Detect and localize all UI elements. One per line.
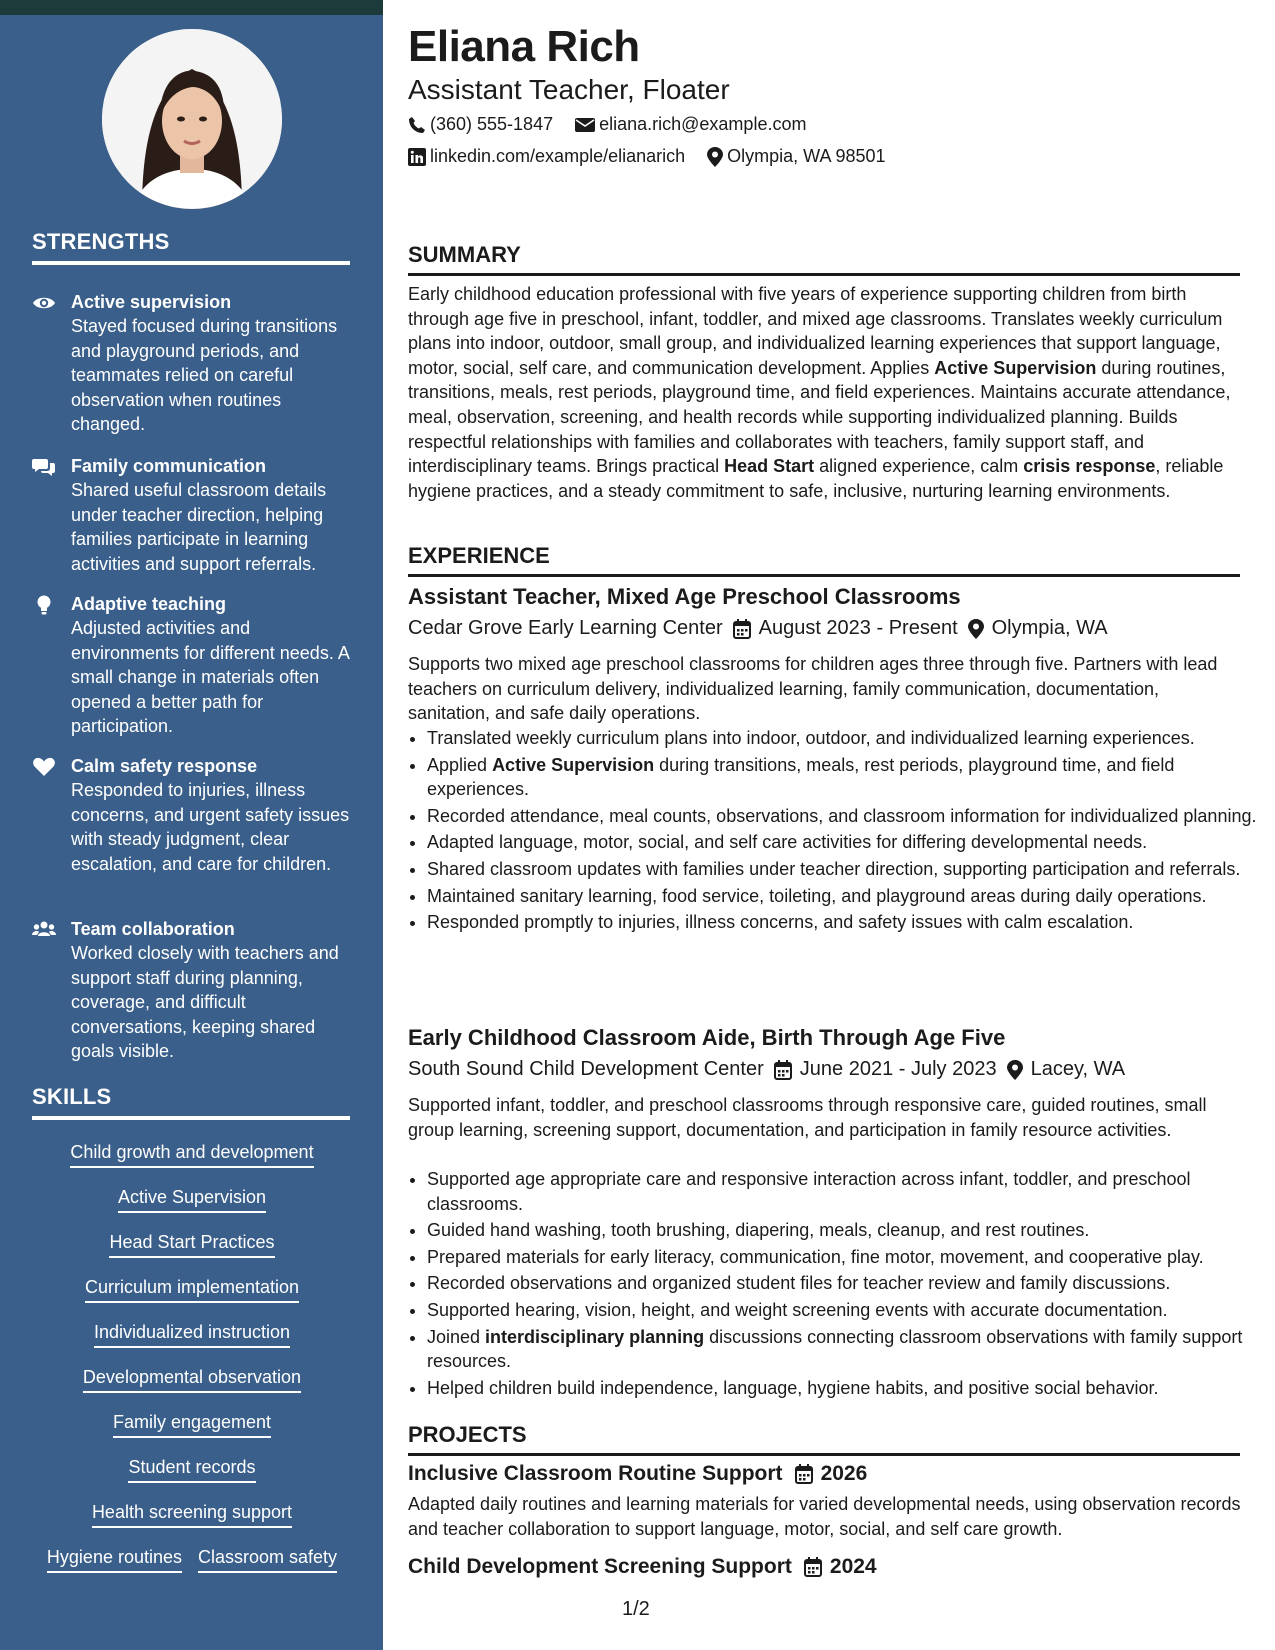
- skill-tag: Developmental observation: [83, 1365, 301, 1393]
- skill-tag: Classroom safety: [198, 1545, 337, 1573]
- skill-tag: Health screening support: [92, 1500, 292, 1528]
- job-bullets: [408, 1167, 1261, 1402]
- job-bullet: • Supported age appropriate care and responsive interaction across infant, toddler, and preschool classrooms.: [427, 1167, 1261, 1216]
- job-bullet: • Recorded attendance, meal counts, observations, and classroom information for individualized planning.: [427, 804, 1261, 829]
- strength-title: Active supervision: [71, 292, 232, 312]
- strength-title: Team collaboration: [71, 919, 235, 939]
- project-name: Inclusive Classroom Routine Support: [408, 1462, 783, 1485]
- skill-tag: Family engagement: [113, 1410, 271, 1438]
- location-pin-icon: [968, 619, 984, 639]
- phone-number[interactable]: (360) 555-1847: [430, 114, 554, 134]
- strength-description: Shared useful classroom details under teacher direction, helping families participate in learning activities and support referrals.: [71, 480, 327, 574]
- job-bullet: • Guided hand washing, tooth brushing, diapering, meals, cleanup, and rest routines.: [427, 1218, 1261, 1243]
- skill-tag: Curriculum implementation: [85, 1275, 299, 1303]
- job-location: Lacey, WA: [1030, 1058, 1126, 1080]
- phone-icon: [408, 116, 426, 134]
- job-meta: [408, 617, 1108, 640]
- location-pin-icon: [707, 147, 723, 167]
- bullet-part: during transitions, meals, rest periods, playground time, and field experiences.: [427, 754, 1175, 800]
- envelope-icon: [575, 117, 595, 133]
- strength-description: Adjusted activities and environments for different needs. A small change in materials often opened a better path for participation.: [71, 618, 349, 737]
- skills-list: [28, 1140, 356, 1590]
- users-icon: [32, 919, 56, 941]
- strength-item: [32, 592, 352, 739]
- job-bullet: [427, 753, 1261, 802]
- summary-text: [408, 282, 1242, 503]
- strength-description: Stayed focused during transitions and playground periods, and teammates relied on careful observation when routines changed.: [71, 316, 338, 435]
- bullet-bold: interdisciplinary planning: [485, 1326, 705, 1347]
- summary-bold: crisis response: [1023, 456, 1156, 477]
- top-accent-strip: [0, 0, 383, 15]
- calendar-icon: [804, 1557, 822, 1577]
- skills-heading: SKILLS: [32, 1084, 350, 1120]
- page-number: 1/2: [622, 1598, 650, 1620]
- project-year: 2024: [829, 1555, 877, 1578]
- email-link[interactable]: eliana.rich@example.com: [599, 114, 807, 134]
- bullet-bold: Active Supervision: [492, 754, 655, 775]
- summary-bold: Head Start: [724, 456, 815, 477]
- calendar-icon: [774, 1060, 792, 1080]
- linkedin-link[interactable]: linkedin.com/example/elianarich: [430, 146, 686, 166]
- project-title: [408, 1462, 867, 1486]
- job-bullet: [427, 1325, 1261, 1374]
- summary-bold: Active Supervision: [934, 357, 1097, 378]
- heart-icon: [32, 756, 56, 778]
- job-bullet: • Responded promptly to injuries, illness concerns, and safety issues with calm escalation.: [427, 910, 1261, 935]
- project-year: 2026: [820, 1462, 868, 1485]
- job-bullet: • Adapted language, motor, social, and self care activities for differing developmental needs.: [427, 830, 1261, 855]
- strength-title: Adaptive teaching: [71, 594, 227, 614]
- profile-photo: [102, 29, 282, 209]
- eye-icon: [32, 292, 56, 314]
- job-location: Olympia, WA: [991, 617, 1108, 639]
- contact-row: [408, 146, 886, 167]
- job-bullet: • Maintained sanitary learning, food service, toileting, and playground areas during daily operations.: [427, 884, 1261, 909]
- bullet-part: Joined: [427, 1326, 486, 1347]
- job-description: Supports two mixed age preschool classrooms for children ages three through five. Partners with lead teachers on curriculum delivery, individualized learning, family communication, documentation, sanitation, and safe daily operations.: [408, 654, 1218, 724]
- skill-tag: Hygiene routines: [47, 1545, 182, 1573]
- calendar-icon: [733, 619, 751, 639]
- calendar-icon: [795, 1464, 813, 1484]
- projects-heading: PROJECTS: [408, 1422, 1240, 1456]
- job-bullet: • Shared classroom updates with families under teacher direction, supporting participation and referrals.: [427, 857, 1261, 882]
- experience-heading: EXPERIENCE: [408, 543, 1240, 577]
- strength-description: Worked closely with teachers and support staff during planning, coverage, and difficult conversations, keeping shared goals visible.: [71, 943, 339, 1062]
- strength-title: Family communication: [71, 456, 267, 476]
- project-name: Child Development Screening Support: [408, 1555, 792, 1578]
- job-description: Supported infant, toddler, and preschool classrooms through responsive care, guided routines, small group learning, screening support, documentation, and participation in family resource activities.: [408, 1095, 1207, 1140]
- comments-icon: [32, 456, 56, 478]
- location-pin-icon: [1007, 1060, 1023, 1080]
- sidebar: [0, 15, 383, 1650]
- contact-row: [408, 114, 806, 135]
- job-title: Early Childhood Classroom Aide, Birth Through Age Five: [408, 1025, 1006, 1050]
- skill-tag: Active Supervision: [118, 1185, 266, 1213]
- summary-part: Early childhood education professional with five years of experience supporting children from birth through age five in preschool, infant, toddler, and mixed age classrooms. Translates weekly curriculum plans into indoor, outdoor, small group, and individualized learning experiences that support language, motor, social, self care, and communication development. Applies: [408, 284, 1223, 378]
- summary-part: aligned experience, calm: [814, 456, 1024, 477]
- bullet-part: Applied: [427, 754, 493, 775]
- candidate-name: Eliana Rich: [408, 22, 640, 71]
- candidate-title: Assistant Teacher, Floater: [408, 74, 730, 105]
- skill-tag: Individualized instruction: [94, 1320, 290, 1348]
- job-bullet: • Prepared materials for early literacy, communication, fine motor, movement, and cooperative play.: [427, 1245, 1261, 1270]
- lightbulb-icon: [32, 594, 56, 616]
- linkedin-icon: [408, 148, 426, 166]
- strengths-heading: STRENGTHS: [32, 229, 350, 265]
- skill-tag: Child growth and development: [70, 1140, 313, 1168]
- strength-item: [32, 290, 352, 437]
- employer-name: Cedar Grove Early Learning Center: [408, 617, 723, 639]
- job-bullets: [408, 726, 1261, 937]
- employer-name: South Sound Child Development Center: [408, 1058, 764, 1080]
- strength-item: [32, 754, 352, 876]
- strength-title: Calm safety response: [71, 756, 258, 776]
- job-bullet: • Helped children build independence, language, hygiene habits, and positive social behavior.: [427, 1376, 1261, 1401]
- job-bullet: • Supported hearing, vision, height, and weight screening events with accurate documentation.: [427, 1298, 1261, 1323]
- strength-item: [32, 917, 352, 1064]
- summary-part: during routines, transitions, meals, rest periods, playground time, and field experiences. Maintains accurate attendance, meal, observation, screening, and health records while supporting individualized planning. Builds respectful relationships with families and collaborates with teachers, family support staff, and interdisciplinary teams. Brings practical: [408, 357, 1231, 477]
- bullet-part: discussions connecting classroom observations with family support resources.: [427, 1326, 1243, 1372]
- job-title: Assistant Teacher, Mixed Age Preschool Classrooms: [408, 584, 961, 609]
- job-dates: August 2023 - Present: [758, 617, 958, 639]
- project-title: [408, 1555, 877, 1579]
- strength-item: [32, 454, 352, 576]
- project-description: Adapted daily routines and learning materials for varied developmental needs, using observation records and teacher collaboration to support language, motor, social, and self care growth.: [408, 1494, 1241, 1539]
- summary-heading: SUMMARY: [408, 242, 1240, 276]
- skill-tag: Head Start Practices: [109, 1230, 274, 1258]
- location-text: Olympia, WA 98501: [727, 146, 886, 166]
- skill-tag: Student records: [128, 1455, 255, 1483]
- job-bullet: • Translated weekly curriculum plans into indoor, outdoor, and individualized learning experiences.: [427, 726, 1261, 751]
- job-dates: June 2021 - July 2023: [799, 1058, 997, 1080]
- strength-description: Responded to injuries, illness concerns, and urgent safety issues with steady judgment, clear escalation, and care for children.: [71, 780, 350, 874]
- job-meta: [408, 1058, 1125, 1081]
- job-bullet: • Recorded observations and organized student files for teacher review and family discussions.: [427, 1271, 1261, 1296]
- summary-part: , reliable hygiene practices, and a steady commitment to safe, inclusive, nurturing learning environments.: [408, 456, 1224, 501]
